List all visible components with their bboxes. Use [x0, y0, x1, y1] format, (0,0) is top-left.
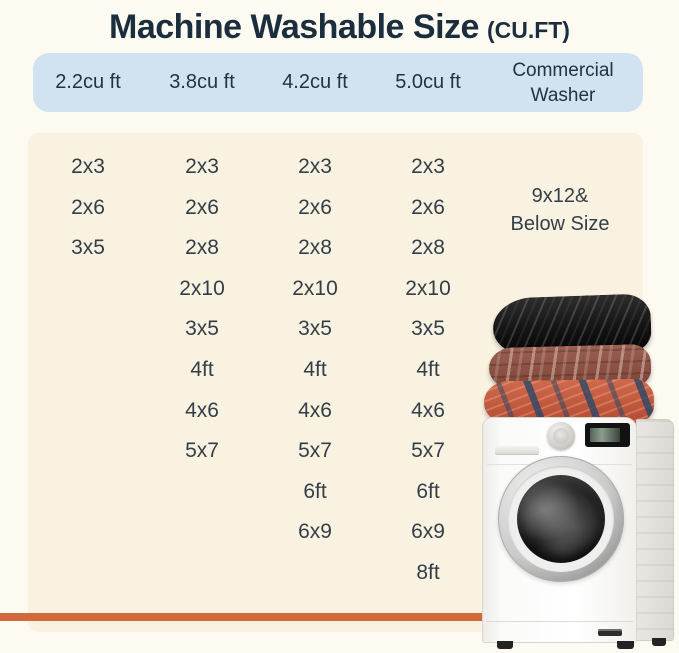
washer-foot-side: [652, 638, 666, 646]
size-cell: 4x6: [185, 398, 219, 422]
size-cell: 2x6: [298, 195, 332, 219]
size-cell: 2x3: [71, 155, 105, 178]
size-cell: 2x8: [185, 236, 219, 260]
size-cell: 2x3: [298, 155, 332, 178]
washing-machine-illustration: [455, 290, 679, 653]
capacity-header-row: [33, 53, 643, 112]
header-capacity-5-0: 5.0cu ft: [395, 71, 461, 93]
size-column-4-2: [260, 147, 370, 553]
header-capacity-4-2: 4.2cu ft: [282, 71, 348, 93]
size-cell: 6x9: [411, 520, 445, 544]
size-cell: 5x7: [298, 439, 332, 463]
size-cell: 4x6: [411, 398, 445, 422]
size-cell: 4ft: [190, 357, 214, 381]
commercial-washer-note: [475, 182, 645, 238]
size-cell: 6ft: [303, 479, 327, 503]
size-cell: 2x10: [405, 276, 451, 300]
washer-display-icon: [585, 423, 630, 447]
size-cell: 4ft: [416, 357, 440, 381]
size-cell: 2x10: [179, 276, 225, 300]
page-title: [0, 0, 679, 52]
size-cell: 8ft: [416, 560, 440, 584]
washer-foot-right: [617, 641, 634, 649]
size-cell: 2x3: [185, 155, 219, 178]
size-cell: 6x9: [298, 520, 332, 544]
size-cell: 4ft: [303, 357, 327, 381]
washer-door-icon: [498, 456, 624, 582]
size-cell: 3x5: [71, 236, 105, 260]
header-capacity-3-8: 3.8cu ft: [169, 71, 235, 93]
size-cell: 2x6: [185, 195, 219, 219]
detergent-drawer-icon: [495, 446, 539, 454]
washer-foot-left: [497, 641, 513, 649]
washer-door-ring: [508, 466, 614, 572]
size-cell: 5x7: [185, 439, 219, 463]
page-title-main: Machine Washable Size: [109, 8, 479, 46]
washer-front-panel: [482, 417, 637, 643]
size-cell: 2x8: [298, 236, 332, 260]
size-cell: 3x5: [298, 317, 332, 341]
header-capacity-2-2: 2.2cu ft: [55, 71, 121, 93]
header-capacity-commercial: Commercial Washer: [512, 59, 614, 106]
size-cell: 3x5: [411, 317, 445, 341]
washer-side-panel: [636, 419, 674, 641]
size-cell: 3x5: [185, 317, 219, 341]
size-cell: 2x10: [292, 276, 338, 300]
size-column-3-8: [147, 147, 257, 472]
commercial-note-line1: 9x12&: [531, 185, 589, 207]
size-cell: 2x6: [71, 195, 105, 219]
commercial-note-line2: Below Size: [510, 213, 610, 235]
size-cell: 2x3: [411, 155, 445, 178]
washer-knob-icon: [547, 422, 575, 450]
size-cell: 2x6: [411, 195, 445, 219]
size-column-2-2: [33, 147, 143, 269]
size-cell: 5x7: [411, 439, 445, 463]
washer-door-glass: [517, 475, 605, 563]
washer-kick-panel-divider: [486, 621, 633, 622]
washer-kick-vent-icon: [598, 629, 622, 636]
size-cell: 6ft: [416, 479, 440, 503]
size-cell: 2x8: [411, 236, 445, 260]
size-cell: 4x6: [298, 398, 332, 422]
page-title-suffix: (CU.FT): [486, 17, 570, 43]
